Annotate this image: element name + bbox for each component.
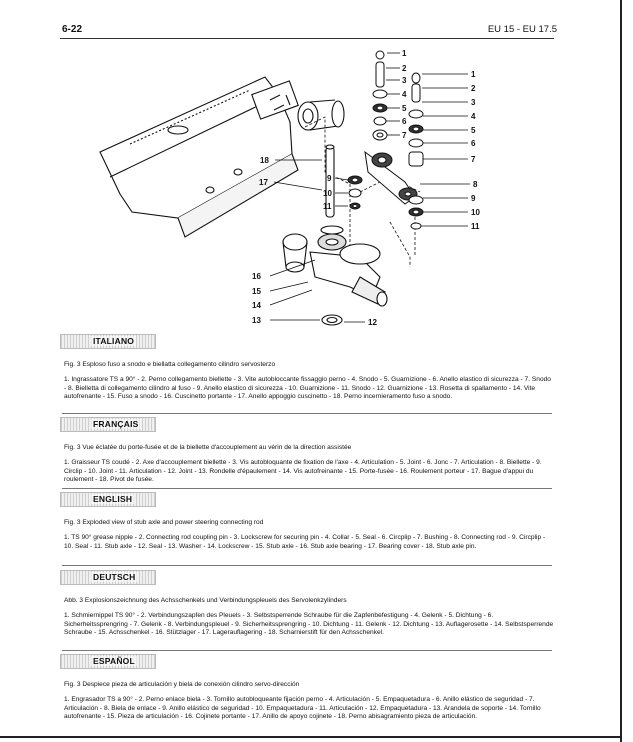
section-english	[64, 492, 554, 551]
callout-15: 15	[252, 287, 261, 296]
parts-list: 1. Graisseur TS coudé - 2. Axe d'accouplement biellette - 3. Vis autobloquante de fixation de l'axe - 4. Articulation - 5. Joint - 6. Jonc - 7. Articulation - 8. Biellette - 9. Circlip - 10. Joint - 11. Articulation - 12. Joint - 13. Rondelle d'épaulement - 14. Vis autofreinante - 15. Porte-fusée - 16. Roulement porteur - 17. Bague d'appui du roulement - 18. Pivot de fusée.	[64, 459, 542, 483]
parts-list: 1. Engrasador TS a 90° - 2. Perno enlace biela - 3. Tornillo autobloqueante fijación perno - 4. Articulación - 5. Empaquetadura - 6. Anillo elástico de seguridad - 7. Articulación - 8. Biela de enlace - 9. Anillo elástico de seguridad - 10. Empaquetadura - 11. Articulación - 12. Empaquetadura - 13. Arandela de soporte - 14. Tornillo autofrenante - 15. Pieza de articulación - 16. Cojinete portante - 17. Anillo de apoyo cojinete - 18. Perno abisagramiento pieza de articulación.	[64, 696, 541, 720]
section-espanol	[64, 654, 554, 721]
section-divider	[62, 650, 552, 651]
callout-mid-3: 3	[402, 76, 407, 85]
callout-right-4: 4	[471, 112, 476, 121]
callout-mid-2: 2	[402, 64, 407, 73]
callout-right-6: 6	[471, 139, 476, 148]
callout-18: 18	[260, 156, 269, 165]
section-divider	[62, 488, 552, 489]
callout-right-3: 3	[471, 98, 476, 107]
language-badge: ESPAÑOL	[60, 654, 156, 669]
header-rule	[60, 38, 554, 39]
model-designation: EU 15 - EU 17.5	[487, 24, 557, 35]
language-badge: DEUTSCH	[60, 570, 156, 585]
callout-mid-4: 4	[402, 90, 407, 99]
language-badge: ENGLISH	[60, 492, 156, 507]
figure-caption: Fig. 3 Exploded view of stub axle and power steering connecting rod	[64, 519, 264, 526]
pin-stack-right	[409, 73, 423, 229]
callout-17: 17	[259, 178, 268, 187]
callout-mid-5: 5	[402, 104, 407, 113]
figure-caption: Fig. 3 Esploso fuso a snodo e biellatta collegamento cilindro servosterzo	[64, 361, 276, 368]
pin-stack-middle	[348, 51, 417, 209]
section-deutsch	[64, 570, 554, 637]
parts-list: 1. Schmiernippel TS 90° - 2. Verbindungszapfen des Pleuels - 3. Selbstsperrende Schraube für die Zapfenbefestigung - 4. Gelenk - 5. Dichtung - 6. Sicherheitssprengring - 7. Gelenk - 8. Verbindungspleuel - 9. Sicherheitssprengring - 10. Dichtung - 11. Gelenk - 12. Dichtung - 13. Auflagerosette - 14. Selbstsperrende Schraube - 15. Achsschenkel - 16. Stützlager - 17. Lagerauflagering - 18. Scharnierstift für den Achsschenkel.	[64, 612, 554, 636]
callout-14: 14	[252, 301, 261, 310]
page-frame-right	[620, 0, 622, 742]
callout-11: 11	[323, 202, 332, 211]
callout-16: 16	[252, 272, 261, 281]
parts-list: 1. Ingrassatore TS a 90° - 2. Perno collegamento biellette - 3. Vite autobloccante fissaggio perno - 4. Snodo - 5. Guarnizione - 6. Anello elastico di sicurezza - 7. Snodo - 8. Bielletta di collegamento cilindro al fuso - 9. Anello elastico di sicurezza - 10. Guarnizione - 11. Snodo - 12. Guarnizione - 13. Rosetta di spallamento - 14. Vite autofrenante - 15. Fuso a snodo - 16. Cuscinetto portante - 17. Anello appoggio cuscinetto - 18. Perno incernieramento fuso a snodo.	[64, 376, 551, 400]
callout-right-8: 8	[473, 180, 478, 189]
callout-right-9: 9	[471, 194, 476, 203]
callout-right-1: 1	[471, 70, 476, 79]
section-francais	[64, 417, 554, 484]
axle-beam	[100, 77, 344, 272]
callout-mid-1: 1	[402, 49, 407, 58]
callout-right-5: 5	[471, 126, 476, 135]
callout-right-2: 2	[471, 84, 476, 93]
callout-12: 12	[368, 318, 377, 327]
page-number: 6-22	[62, 24, 83, 35]
callout-13: 13	[252, 316, 261, 325]
figure-caption: Fig. 3 Despiece pieza de articulación y biela de conexión cilindro servo-dirección	[64, 681, 300, 688]
figure-caption: Abb. 3 Explosionszeichnung des Achsschenkels und Verbindungspleuels des Servolenkzylinders	[64, 597, 347, 604]
exploded-view-drawing	[60, 42, 554, 332]
callout-right-11: 11	[471, 222, 480, 231]
callout-mid-7: 7	[402, 131, 407, 140]
page-frame-bottom	[0, 736, 622, 738]
language-badge: FRANÇAIS	[60, 417, 156, 432]
section-divider	[62, 565, 552, 566]
callout-9: 9	[327, 174, 332, 183]
figure-caption: Fig. 3 Vue éclatée du porte-fusée et de la biellette d'accouplement au vérin de la direction assistée	[64, 444, 352, 451]
section-divider	[62, 413, 552, 414]
callout-mid-6: 6	[402, 117, 407, 126]
parts-list: 1. TS 90° grease nipple - 2. Connecting rod coupling pin - 3. Lockscrew for securing pin - 4. Collar - 5. Seal - 6. Circplip - 7. Bushing - 8. Connecting rod - 9. Circplip - 10. Seal - 11. Stub axle - 12. Seal - 13. Washer - 14. Lockscrew - 15. Stub axle - 16. Stub axle bearing - 17. Bearing cover - 18. Stub axle pin.	[64, 534, 546, 550]
callout-10: 10	[323, 189, 332, 198]
callout-right-10: 10	[471, 208, 480, 217]
callout-right-7: 7	[471, 155, 476, 164]
language-badge: ITALIANO	[60, 334, 156, 349]
section-italiano	[64, 334, 554, 401]
